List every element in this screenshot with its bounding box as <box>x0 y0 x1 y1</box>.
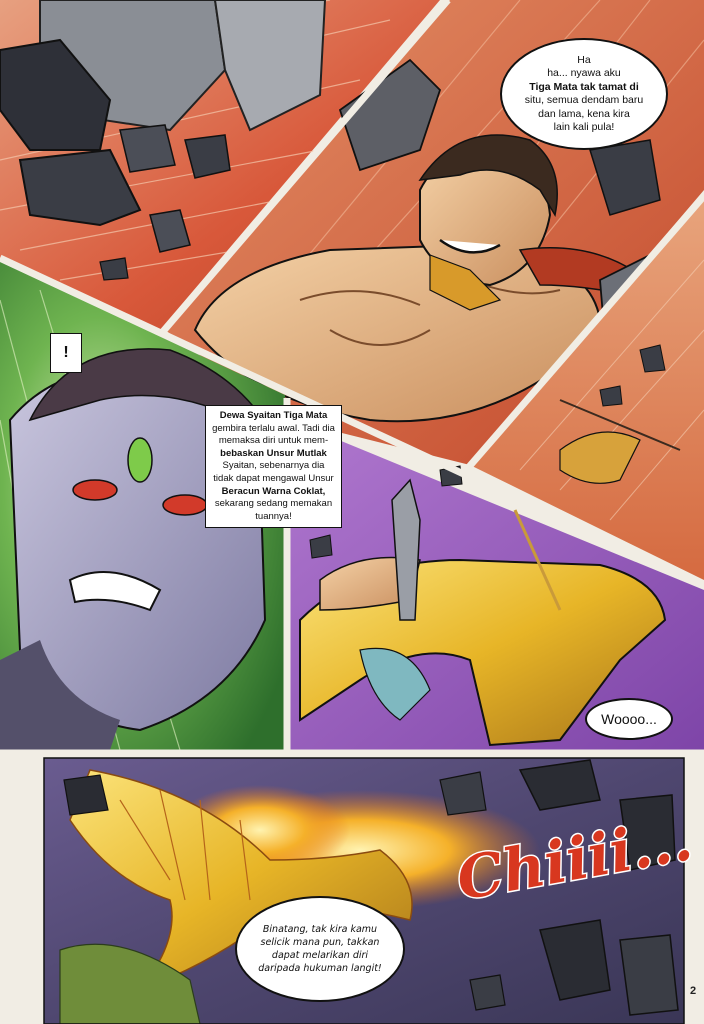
sound-effect-text: Chiiii... <box>451 805 698 914</box>
speech-line: selicik mana pun, takkan <box>260 937 380 948</box>
caption-line: Beracun Warna Coklat, <box>221 485 326 497</box>
speech-line: Binatang, tak kira kamu <box>262 924 378 935</box>
caption-line: tidak dapat mengawal Unsur <box>213 472 334 484</box>
speech-line: lain kali pula! <box>553 121 615 133</box>
speech-line: dan lama, kena kira <box>538 107 630 120</box>
narration-caption <box>205 405 342 528</box>
caption-line: Syaitan, sebenarnya dia <box>222 460 325 472</box>
caption-line: gembira terlalu awal. Tadi dia <box>212 422 335 434</box>
speech-line: situ, semua dendam baru <box>524 94 644 106</box>
caption-line: Dewa Syaitan Tiga Mata <box>219 410 328 421</box>
speech-line: dapat melarikan diri <box>271 950 369 961</box>
speech-line: Ha <box>577 53 591 66</box>
sound-effect <box>448 790 698 914</box>
exclamation-box: ! <box>50 333 82 373</box>
speech-bubble-hero <box>235 896 405 1002</box>
caption-line: memaksa diri untuk mem- <box>218 435 329 447</box>
speech-line: ha... nyawa aku <box>547 67 621 79</box>
speech-bubble-wooo: Woooo... <box>585 698 673 740</box>
speech-line: Tiga Mata tak tamat di <box>529 80 639 93</box>
speech-line: daripada hukuman langit! <box>258 963 382 974</box>
caption-line: sekarang sedang memakan <box>214 498 333 510</box>
page-number: 2 <box>690 985 697 997</box>
caption-line: bebaskan Unsur Mutlak <box>220 447 327 459</box>
speech-bubble-villain <box>500 38 668 150</box>
caption-line: tuannya! <box>255 510 292 522</box>
